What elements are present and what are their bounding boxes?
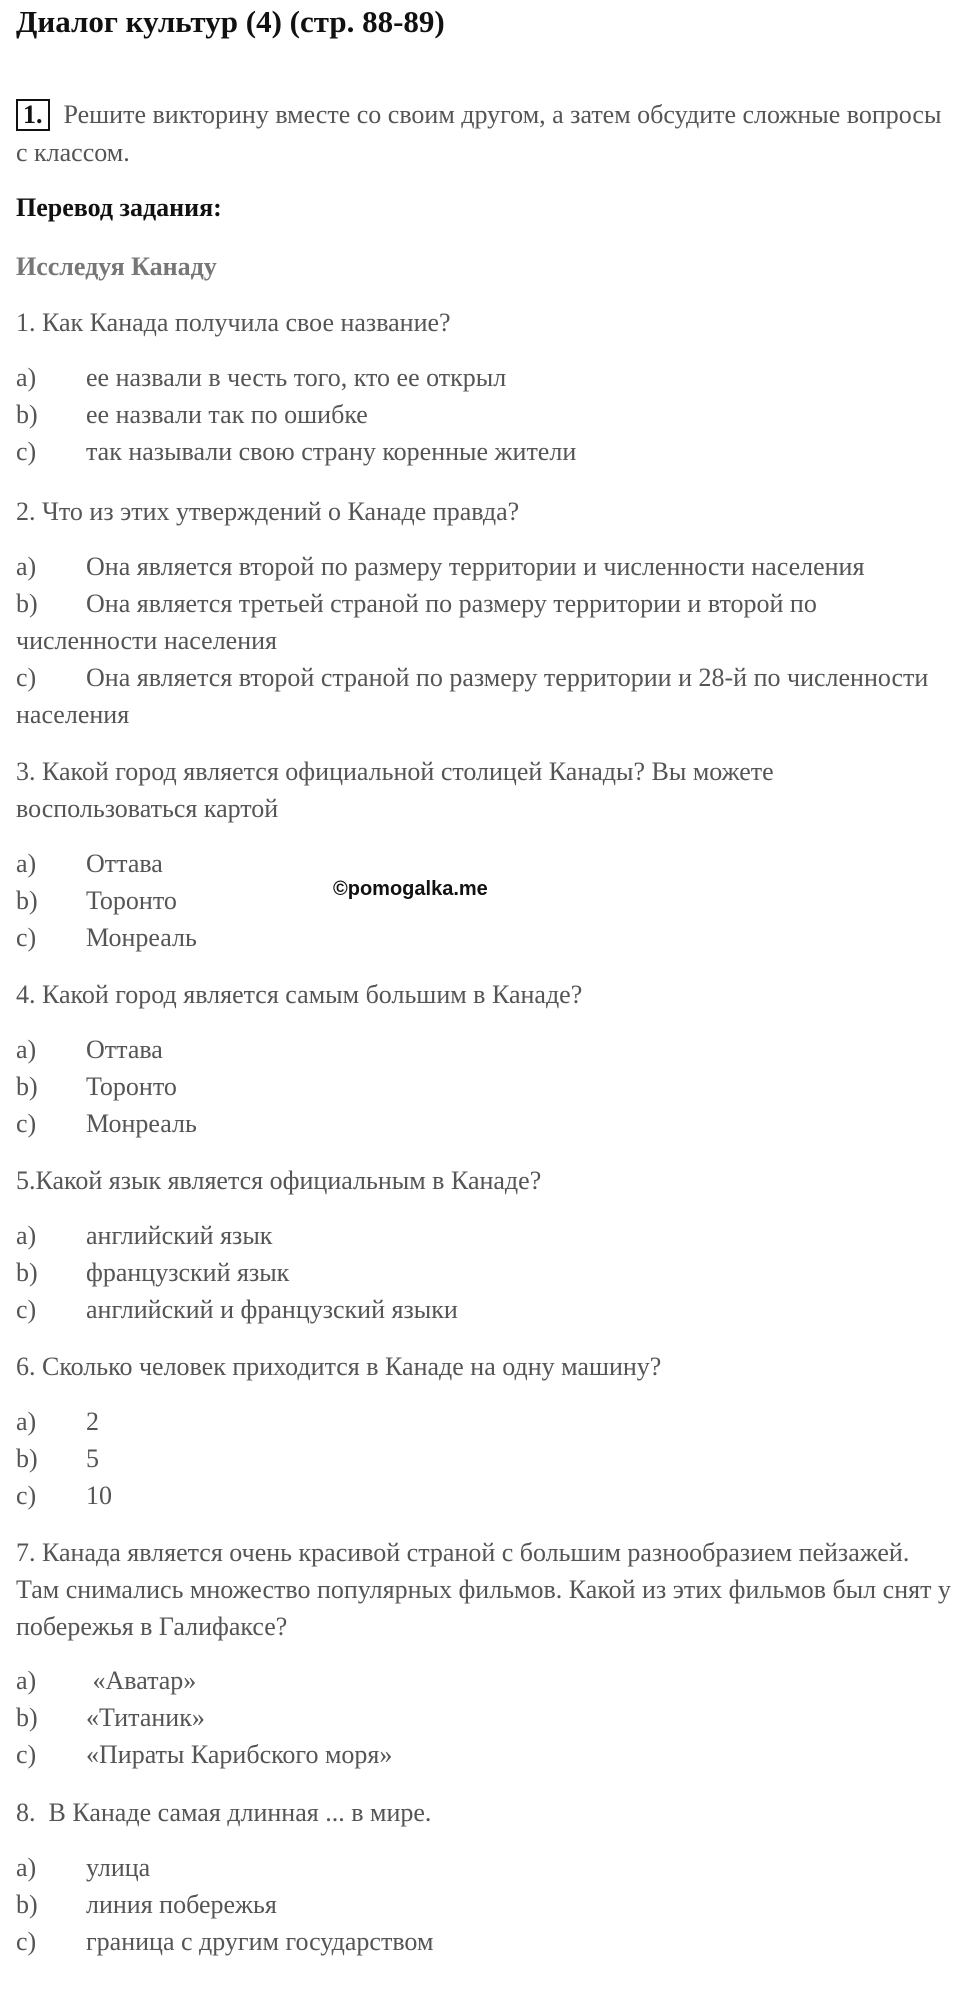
option <box>16 433 951 470</box>
option-letter: b) <box>16 400 38 429</box>
option-letter: a) <box>16 552 37 581</box>
option <box>16 1736 951 1773</box>
option <box>16 585 951 659</box>
option-letter: c) <box>16 923 37 952</box>
option <box>16 1923 951 1960</box>
option <box>16 1291 951 1328</box>
option-text: Оттава <box>86 849 163 878</box>
option-text: граница с другим государством <box>86 1927 434 1956</box>
option <box>16 1068 951 1105</box>
option <box>16 1403 951 1440</box>
option <box>16 359 951 396</box>
option-text: Она является второй по размеру территории и численности населения <box>86 552 865 581</box>
option-text: ее назвали в честь того, кто ее открыл <box>86 363 507 392</box>
option-letter: a) <box>16 1221 37 1250</box>
option-text: «Аватар» <box>86 1666 197 1695</box>
option-letter: b) <box>16 1890 38 1919</box>
question-4: 4. Какой город является самым большим в Канаде? <box>16 980 583 1009</box>
option-letter: a) <box>16 1035 37 1064</box>
section-heading: Исследуя Канаду <box>16 252 217 281</box>
watermark: ©pomogalka.me <box>333 878 488 900</box>
option-text: Монреаль <box>86 1109 197 1138</box>
option-text: 2 <box>86 1407 99 1436</box>
option <box>16 659 951 733</box>
option-text: так называли свою страну коренные жители <box>86 437 577 466</box>
option-letter: c) <box>16 663 37 692</box>
option <box>16 1477 951 1514</box>
option-text: Торонто <box>86 1072 177 1101</box>
option-letter: c) <box>16 437 37 466</box>
option-text: Торонто <box>86 886 177 915</box>
question-5-options <box>16 1217 951 1328</box>
option-letter: c) <box>16 1109 37 1138</box>
option <box>16 919 951 956</box>
option-text: Она является второй страной по размеру территории и 28-й по численности населения <box>16 663 929 729</box>
question-7: 7. Канада является очень красивой страной с большим разнообразием пейзажей. Там снимались множество популярных фильмов. Какой из этих фильмов был снят у побережья в Галифаксе? <box>16 1538 951 1641</box>
question-8-options <box>16 1849 951 1960</box>
option-text: английский язык <box>86 1221 273 1250</box>
option <box>16 1849 951 1886</box>
option-text: Она является третьей страной по размеру территории и второй по численности населения <box>16 589 817 655</box>
option-text: ее назвали так по ошибке <box>86 400 368 429</box>
question-3: 3. Какой город является официальной столицей Канады? Вы можете воспользоваться картой <box>16 757 774 823</box>
option <box>16 1440 951 1477</box>
option-letter: b) <box>16 589 38 618</box>
translation-heading: Перевод задания: <box>16 193 222 222</box>
option <box>16 1031 951 1068</box>
task-text: Решите викторину вместе со своим другом, а затем обсудите сложные вопросы с классом. <box>16 100 942 167</box>
option-letter: b) <box>16 1703 38 1732</box>
page-title: Диалог культур (4) (стр. 88-89) <box>16 4 445 39</box>
option-text: 5 <box>86 1444 99 1473</box>
option-letter: a) <box>16 1666 37 1695</box>
option-letter: a) <box>16 1407 37 1436</box>
question-2-options <box>16 548 951 733</box>
option-text: улица <box>86 1853 151 1882</box>
option-letter: b) <box>16 886 38 915</box>
option <box>16 1217 951 1254</box>
option-letter: b) <box>16 1258 38 1287</box>
option-letter: c) <box>16 1481 37 1510</box>
option <box>16 845 951 882</box>
option-letter: a) <box>16 849 37 878</box>
task-number: 1. <box>16 99 50 131</box>
question-7-options <box>16 1662 951 1773</box>
option-text: Оттава <box>86 1035 163 1064</box>
question-6: 6. Сколько человек приходится в Канаде на одну машину? <box>16 1352 662 1381</box>
option-text: Монреаль <box>86 923 197 952</box>
question-8: 8. В Канаде самая длинная ... в мире. <box>16 1798 432 1827</box>
question-1-options <box>16 359 951 470</box>
option-text: линия побережья <box>86 1890 277 1919</box>
question-5: 5.Какой язык является официальным в Канаде? <box>16 1166 542 1195</box>
task-instruction <box>16 96 946 172</box>
option-letter: c) <box>16 1927 37 1956</box>
option <box>16 1886 951 1923</box>
option-letter: c) <box>16 1740 37 1769</box>
question-6-options <box>16 1403 951 1514</box>
question-1: 1. Как Канада получила свое название? <box>16 308 451 337</box>
option-letter: a) <box>16 363 37 392</box>
option-letter: b) <box>16 1444 38 1473</box>
option-text: 10 <box>86 1481 112 1510</box>
option <box>16 1254 951 1291</box>
option-letter: c) <box>16 1295 37 1324</box>
option <box>16 1699 951 1736</box>
option-text: «Титаник» <box>86 1703 205 1732</box>
question-4-options <box>16 1031 951 1142</box>
option <box>16 548 951 585</box>
question-2: 2. Что из этих утверждений о Канаде правда? <box>16 497 520 526</box>
option <box>16 1662 951 1699</box>
option-text: «Пираты Карибского моря» <box>86 1740 393 1769</box>
option-text: французский язык <box>86 1258 290 1287</box>
option <box>16 1105 951 1142</box>
option-letter: b) <box>16 1072 38 1101</box>
option <box>16 396 951 433</box>
option-text: английский и французский языки <box>86 1295 458 1324</box>
option-letter: a) <box>16 1853 37 1882</box>
